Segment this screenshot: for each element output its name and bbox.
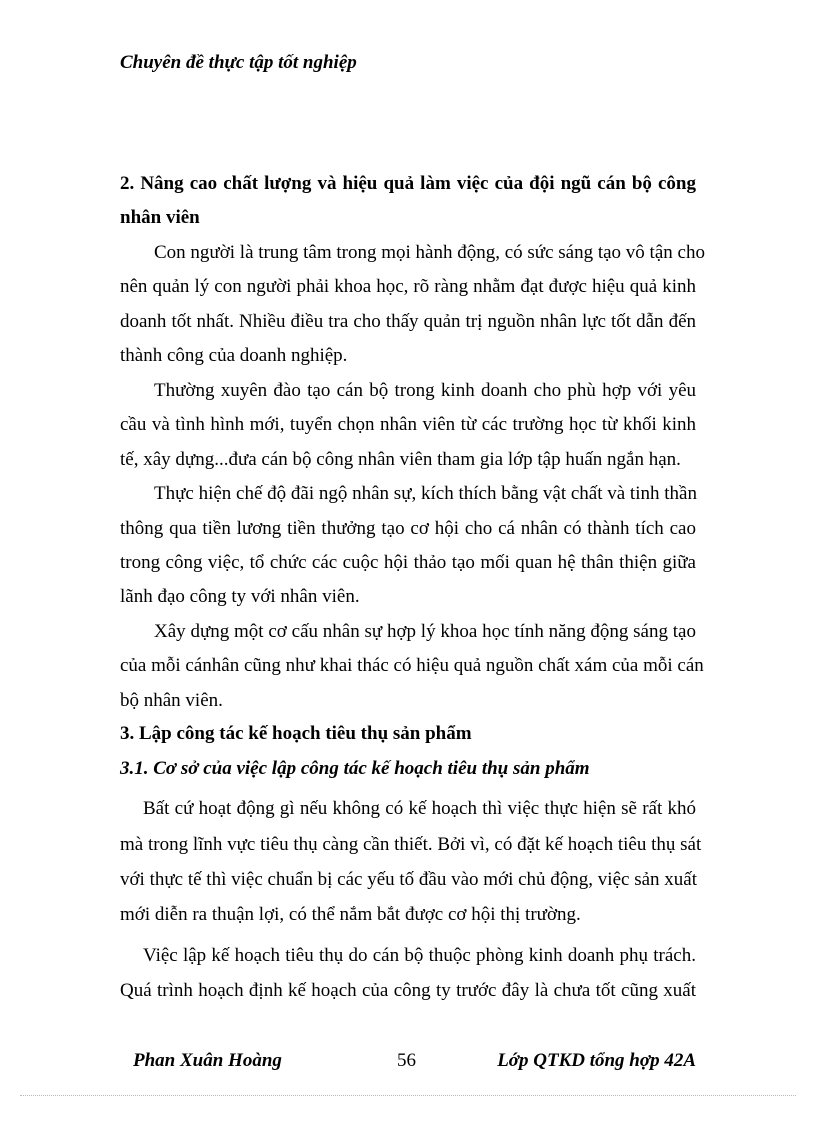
paragraph-line: tế, xây dựng...đưa cán bộ công nhân viên tham gia lớp tập huấn ngắn hạn.: [120, 449, 681, 470]
paragraph-line: cầu và tình hình mới, tuyển chọn nhân viên từ các trường học từ khối kinh: [120, 414, 696, 435]
paragraph-line: doanh tốt nhất. Nhiều điều tra cho thấy quản trị nguồn nhân lực tốt dẫn đến: [120, 311, 696, 332]
paragraph-line: Việc lập kế hoạch tiêu thụ do cán bộ thuộc phòng kinh doanh phụ trách.: [143, 945, 696, 966]
section-2-heading-line-2: nhân viên: [120, 207, 200, 228]
running-header: Chuyên đề thực tập tốt nghiệp: [120, 52, 357, 73]
paragraph-line: Thực hiện chế độ đãi ngộ nhân sự, kích thích bằng vật chất và tinh thần: [154, 483, 697, 504]
paragraph-line: Con người là trung tâm trong mọi hành động, có sức sáng tạo vô tận cho: [154, 242, 705, 263]
paragraph-line: Thường xuyên đào tạo cán bộ trong kinh doanh cho phù hợp với yêu: [154, 380, 696, 401]
paragraph-line: nên quản lý con người phải khoa học, rõ ràng nhằm đạt được hiệu quả kinh: [120, 276, 696, 297]
paragraph-line: mà trong lĩnh vực tiêu thụ càng cần thiết. Bởi vì, có đặt kế hoạch tiêu thụ sát: [120, 834, 702, 855]
paragraph-line: với thực tế thì việc chuẩn bị các yếu tố đầu vào mới chủ động, việc sản xuất: [120, 869, 697, 890]
paragraph-line: của mỗi cánhân cũng như khai thác có hiệu quả nguồn chất xám của mỗi cán: [120, 655, 704, 676]
paragraph-line: lãnh đạo công ty với nhân viên.: [120, 586, 360, 607]
section-3-1-subheading: 3.1. Cơ sở của việc lập công tác kế hoạch tiêu thụ sản phẩm: [120, 758, 590, 779]
paragraph-line: Quá trình hoạch định kế hoạch của công ty trước đây là chưa tốt cũng xuất: [120, 980, 696, 1001]
paragraph-line: mới diễn ra thuận lợi, có thể nắm bắt được cơ hội thị trường.: [120, 904, 581, 925]
paragraph-line: thông qua tiền lương tiền thưởng tạo cơ hội cho cá nhân có thành tích cao: [120, 518, 696, 539]
paragraph-line: trong công việc, tổ chức các cuộc hội thảo tạo mối quan hệ thân thiện giữa: [120, 552, 696, 573]
page-bottom-divider: [20, 1095, 796, 1096]
footer-author: Phan Xuân Hoàng: [133, 1050, 282, 1071]
footer-class: Lớp QTKD tổng hợp 42A: [497, 1050, 696, 1071]
page-number: 56: [397, 1050, 416, 1071]
paragraph-line: bộ nhân viên.: [120, 690, 223, 711]
paragraph-line: Bất cứ hoạt động gì nếu không có kế hoạch thì việc thực hiện sẽ rất khó: [143, 798, 696, 819]
paragraph-line: thành công của doanh nghiệp.: [120, 345, 348, 366]
section-3-heading: 3. Lập công tác kế hoạch tiêu thụ sản phẩm: [120, 723, 472, 744]
section-2-heading-line-1: 2. Nâng cao chất lượng và hiệu quả làm việc của đội ngũ cán bộ công: [120, 173, 696, 194]
paragraph-line: Xây dựng một cơ cấu nhân sự hợp lý khoa học tính năng động sáng tạo: [154, 621, 696, 642]
